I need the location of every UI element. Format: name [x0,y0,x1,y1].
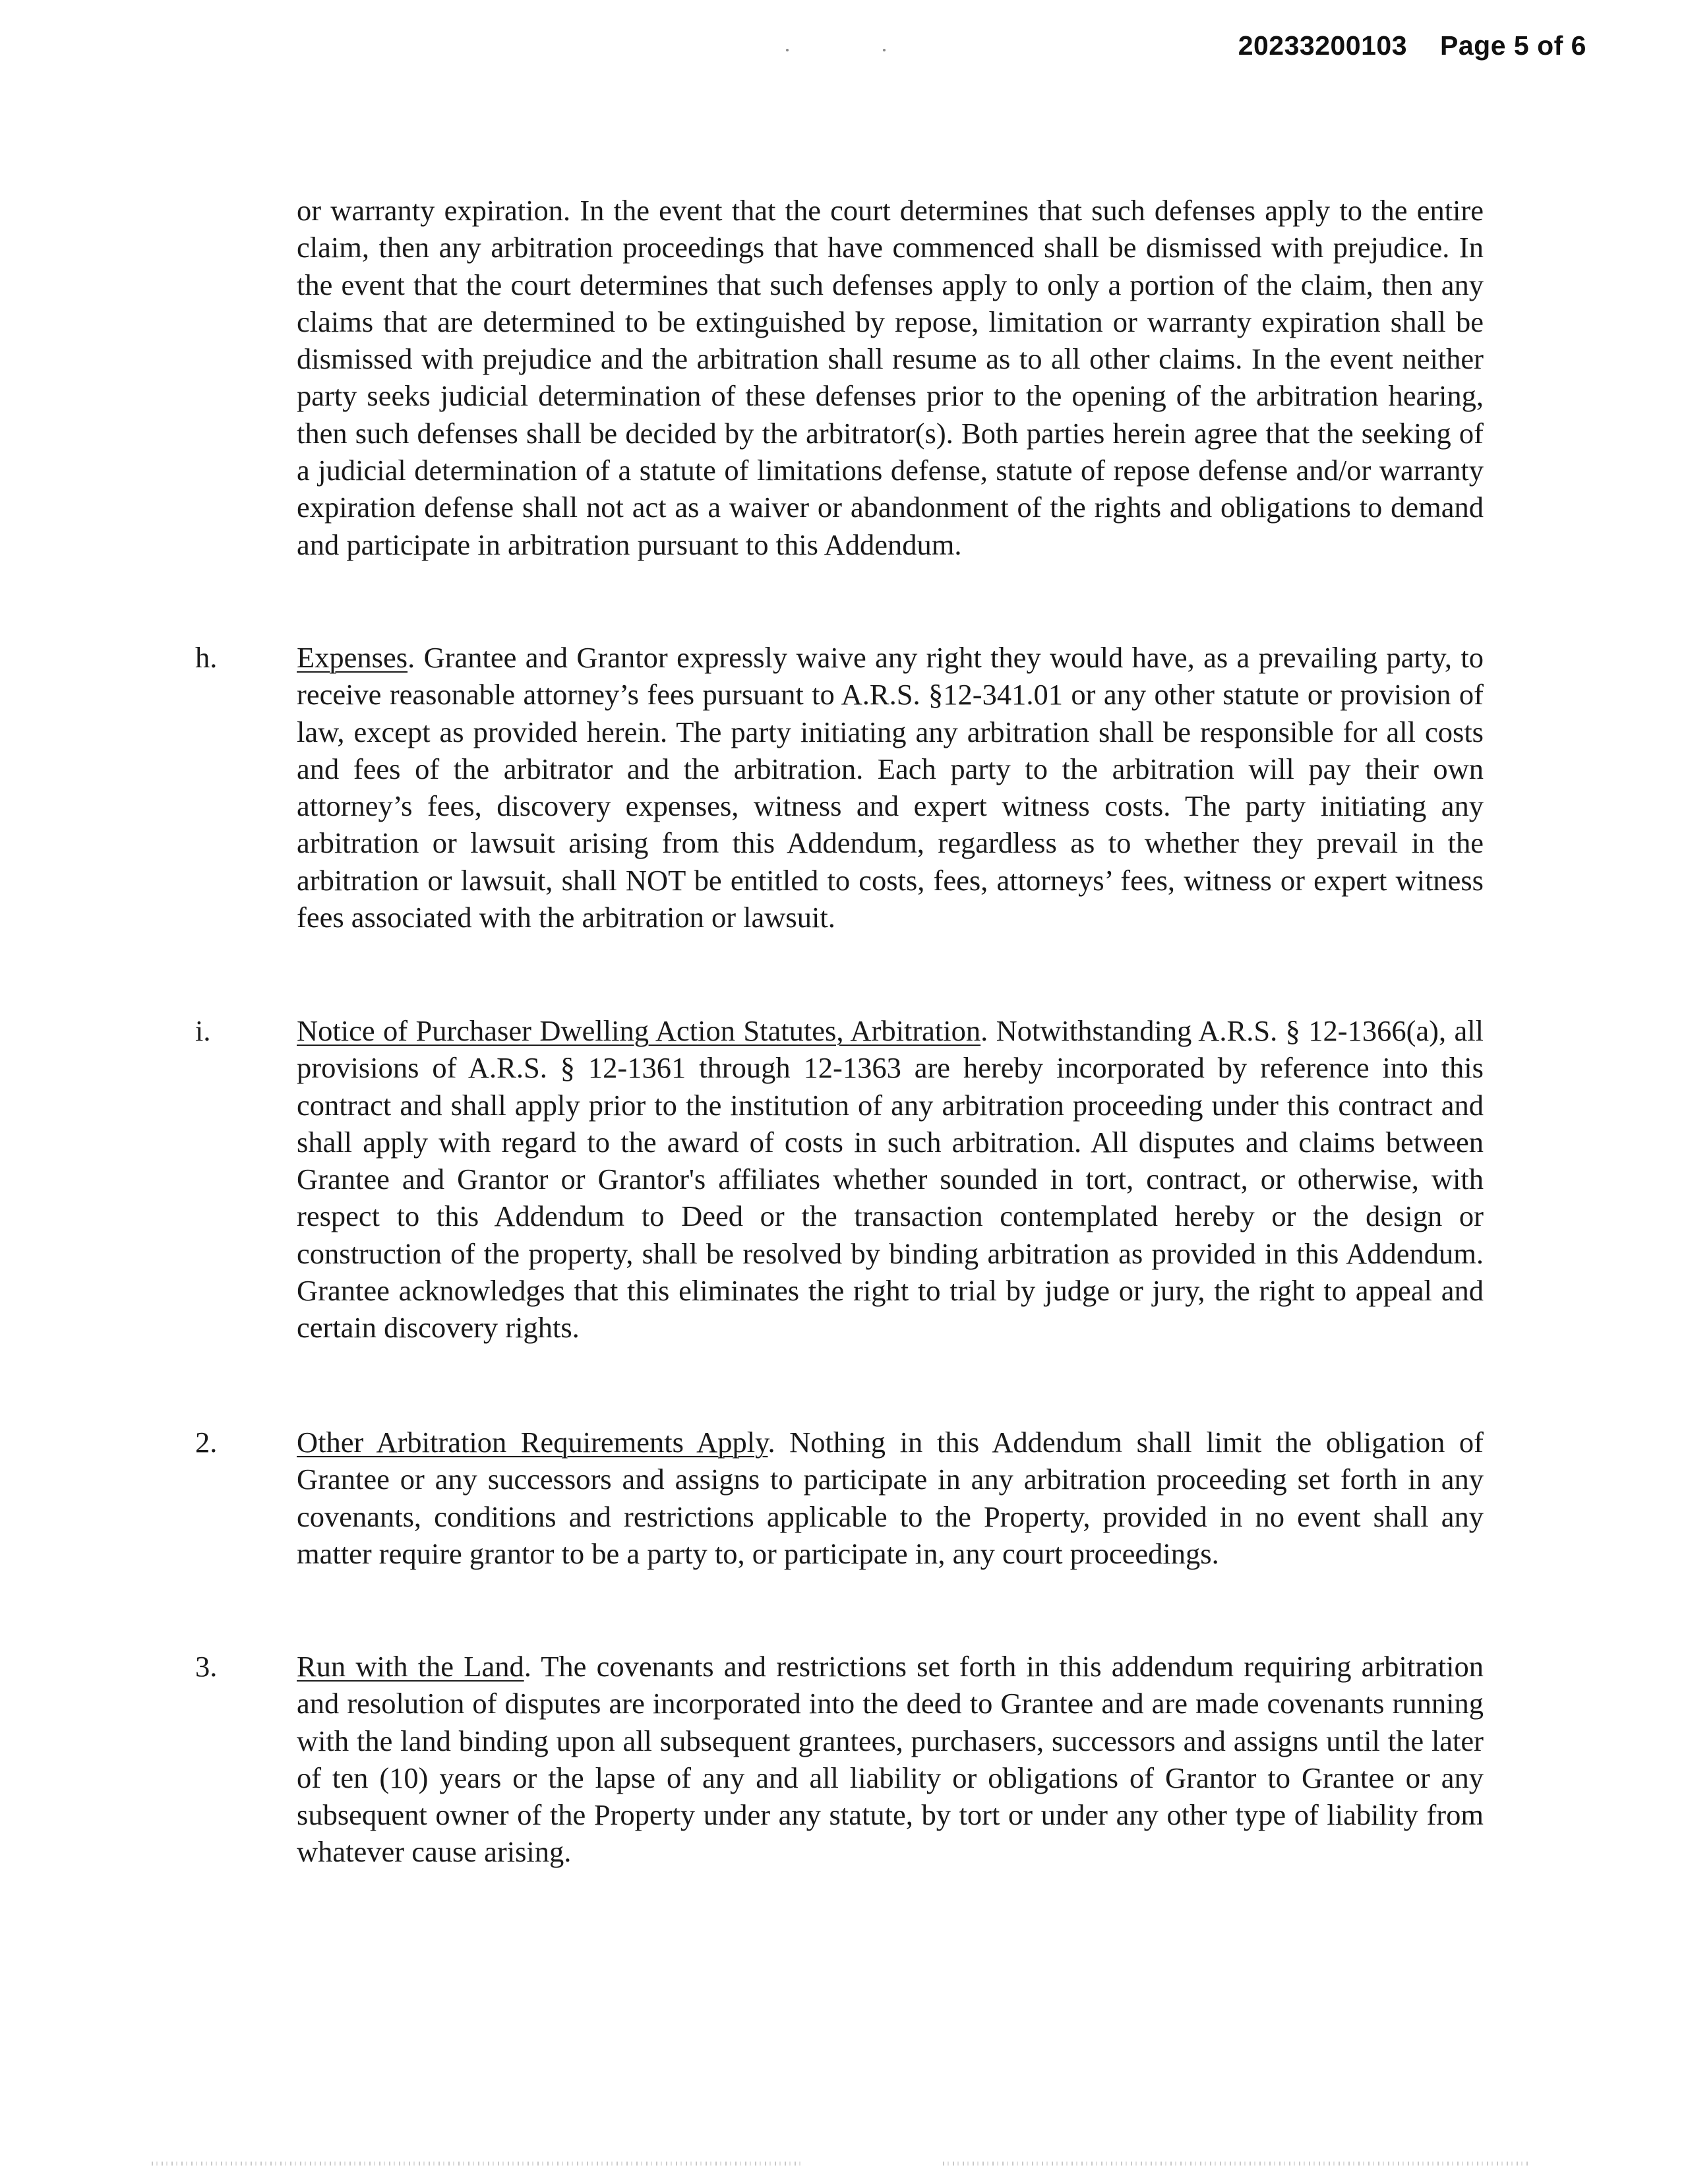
section-h-expenses: Expenses. Grantee and Grantor expressly waive any right they would have, as a prevailing party, to receive reasonable attorney’s fees pursuant to A.R.S. §12-341.01 or any other statute or provision of law, except as provided herein. The party initiating any arbitration shall be responsible for all costs and fees of the arbitrator and the arbitration. Each party to the arbitration will pay their own attorney’s fees, discovery expenses, witness and expert witness costs. The party initiating any arbitration or lawsuit arising from this Addendum, regardless as to whether they prevail in the arbitration or lawsuit, shall NOT be entitled to costs, fees, attorneys’ fees, witness or expert witness fees associated with the arbitration or lawsuit. [297,641,1484,934]
scan-artifact-bottom-left [152,2162,804,2166]
section-i-text: Notwithstanding A.R.S. § 12-1366(a), all provisions of A.R.S. § 12-1361 through 12-1363 are hereby incorporated by reference into this contract and shall apply prior to the institution of any arbitration proceeding under this contract and shall apply with regard to the award of costs in such arbitration. All disputes and claims between Grantee and Grantor or Grantor's affiliates whether sounded in tort, contract, or otherwise, with respect to this Addendum to Deed or the transaction contemplated hereby or the design or construction of the property, shall be resolved by binding arbitration as provided in this Addendum. Grantee acknowledges that this eliminates the right to trial by judge or jury, the right to appeal and certain discovery rights. [297,1014,1484,1345]
section-2-other-arbitration: Other Arbitration Requirements Apply. Nothing in this Addendum shall limit the obligation of Grantee or any successors and assigns to participate in any arbitration proceeding set forth in any covenants, conditions and restrictions applicable to the Property, provided in no event shall any matter require grantor to be a party to, or participate in, any court proceedings. [297,1426,1484,1570]
section-h-heading: Expenses [297,641,408,674]
section-i-heading: Notice of Purchaser Dwelling Action Statutes, Arbitration [297,1014,981,1047]
scan-artifact-dot [883,49,886,51]
document-number: 20233200103 [1238,30,1408,61]
section-marker-2: 2. [195,1426,218,1459]
section-2-heading: Other Arbitration Requirements Apply [297,1426,768,1459]
section-2-text: Nothing in this Addendum shall limit the obligation of Grantee or any successors and assigns to participate in any arbitration proceeding set forth in any covenants, conditions and restrictions applicable to the Property, provided in no event shall any matter require grantor to be a party to, or participate in, any court proceedings. [297,1426,1484,1570]
scan-artifact-bottom-right [943,2162,1530,2166]
section-3-run-with-land: Run with the Land. The covenants and restrictions set forth in this addendum requiring arbitration and resolution of disputes are incorporated into the deed to Grantee and are made covenants running with the land binding upon all subsequent grantees, purchasers, successors and assigns until the later of ten (10) years or the lapse of any and all liability or obligations of Grantor to Grantee or any subsequent owner of the Property under any statute, by tort or under any other type of liability from whatever cause arising. [297,1650,1484,1869]
scan-artifact-dot [786,49,789,51]
section-marker-3: 3. [195,1650,218,1683]
page-label: Page 5 of 6 [1440,30,1586,61]
section-g-continuation: or warranty expiration. In the event that the court determines that such defenses apply to the entire claim, then any arbitration proceedings that have commenced shall be dismissed with prejudice. In the event that the court determines that such defenses apply to only a portion of the claim, then any claims that are determined to be extinguished by repose, limitation or warranty expiration shall be dismissed with prejudice and the arbitration shall resume as to all other claims. In the event neither party seeks judicial determination of these defenses prior to the opening of the arbitration hearing, then such defenses shall be decided by the arbitrator(s). Both parties herein agree that the seeking of a judicial determination of a statute of limitations defense, statute of repose defense and/or warranty expiration defense shall not act as a waiver or abandonment of the rights and obligations to demand and participate in arbitration pursuant to this Addendum. [297,194,1484,561]
page-header [1238,30,1586,61]
section-3-text: The covenants and restrictions set forth in this addendum requiring arbitration and resolution of disputes are incorporated into the deed to Grantee and are made covenants running with the land binding upon all subsequent grantees, purchasers, successors and assigns until the later of ten (10) years or the lapse of any and all liability or obligations of Grantor to Grantee or any subsequent owner of the Property under any statute, by tort or under any other type of liability from whatever cause arising. [297,1650,1484,1869]
section-marker-h: h. [195,641,218,674]
section-i-notice: Notice of Purchaser Dwelling Action Statutes, Arbitration. Notwithstanding A.R.S. § 12-1366(a), all provisions of A.R.S. § 12-1361 through 12-1363 are hereby incorporated by reference into this contract and shall apply prior to the institution of any arbitration proceeding under this contract and shall apply with regard to the award of costs in such arbitration. All disputes and claims between Grantee and Grantor or Grantor's affiliates whether sounded in tort, contract, or otherwise, with respect to this Addendum to Deed or the transaction contemplated hereby or the design or construction of the property, shall be resolved by binding arbitration as provided in this Addendum. Grantee acknowledges that this eliminates the right to trial by judge or jury, the right to appeal and certain discovery rights. [297,1014,1484,1345]
section-marker-i: i. [195,1014,211,1047]
section-3-heading: Run with the Land [297,1650,524,1683]
section-h-text: Grantee and Grantor expressly waive any right they would have, as a prevailing party, to receive reasonable attorney’s fees pursuant to A.R.S. §12-341.01 or any other statute or provision of law, except as provided herein. The party initiating any arbitration shall be responsible for all costs and fees of the arbitrator and the arbitration. Each party to the arbitration will pay their own attorney’s fees, discovery expenses, witness and expert witness costs. The party initiating any arbitration or lawsuit arising from this Addendum, regardless as to whether they prevail in the arbitration or lawsuit, shall NOT be entitled to costs, fees, attorneys’ fees, witness or expert witness fees associated with the arbitration or lawsuit. [297,641,1484,934]
